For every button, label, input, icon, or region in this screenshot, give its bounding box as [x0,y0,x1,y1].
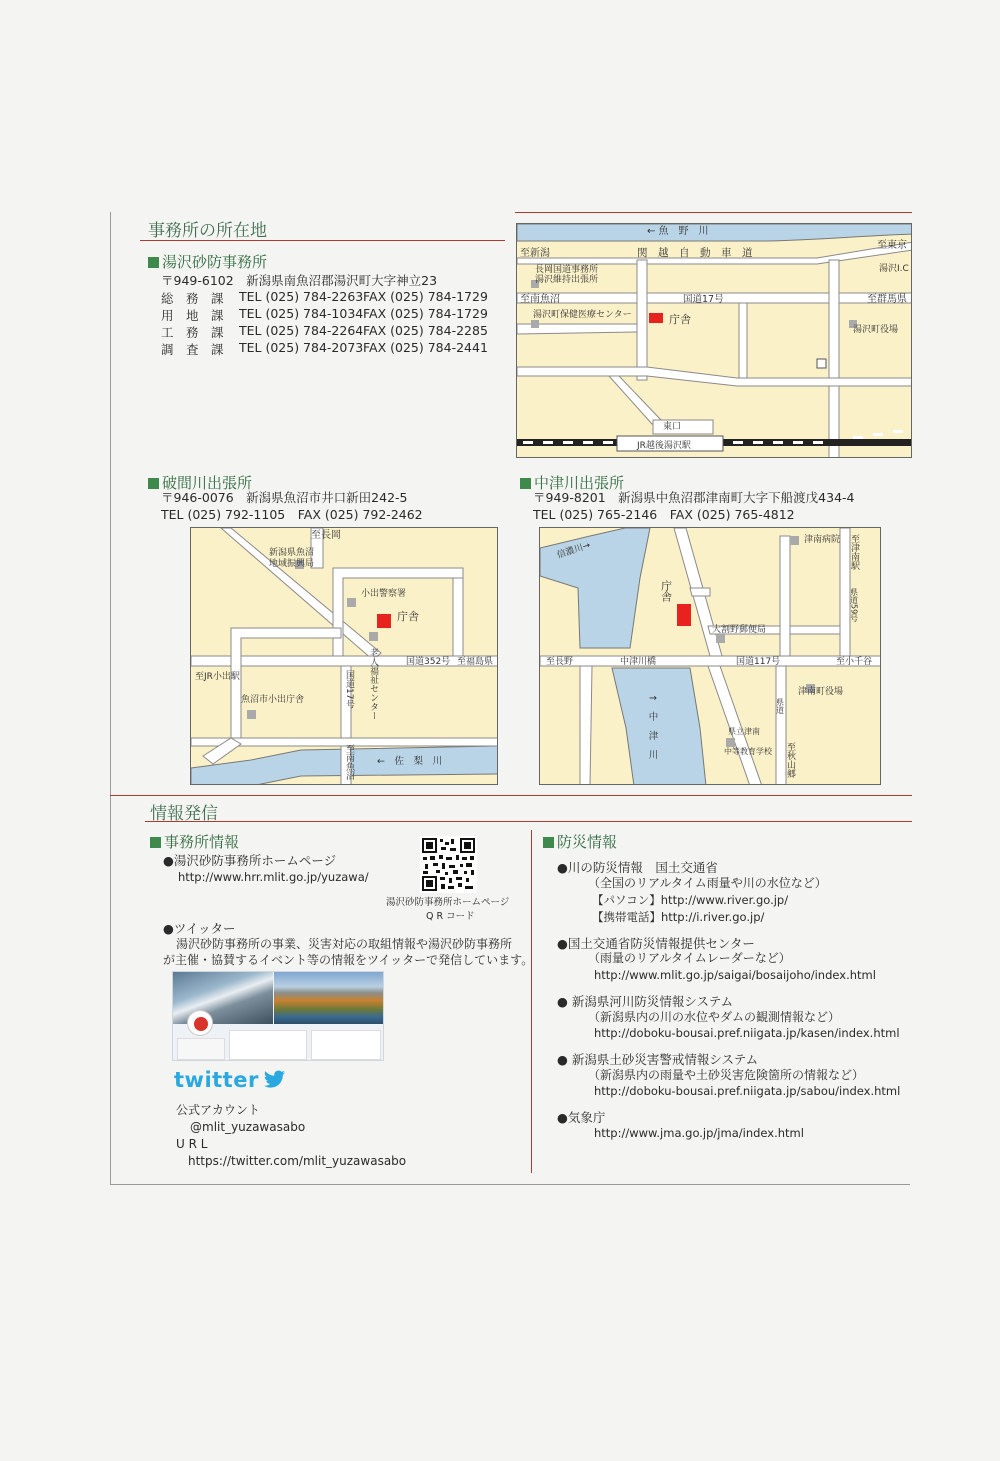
map-label: 大割野郵便局 [712,625,767,635]
disaster-item-desc: （新潟県内の雨量や土砂災害危険箇所の情報など） [588,1068,865,1082]
department-fax: FAX (025) 784-2441 [363,340,488,355]
map-label: 湯沢町役場 [853,325,899,335]
disaster-info-title: 防災情報 [543,831,617,852]
section-rule [140,240,505,241]
map-label: ← 魚 野 川 [647,226,709,237]
hamagawa-phone: TEL (025) 792-1105 FAX (025) 792-2462 [161,507,423,522]
department-name: 総 務 課 [161,291,224,306]
homepage-label: ●湯沢砂防事務所ホームページ [163,853,337,868]
twitter-page-screenshot [172,971,384,1061]
map-yuzawa-graphic [517,224,912,458]
heading-square-icon [148,478,159,489]
qr-caption-1: 湯沢砂防事務所ホームページ [386,897,510,908]
disaster-item-title: ● 新潟県土砂災害警戒情報システム [557,1052,759,1067]
department-fax: FAX (025) 784-2285 [363,323,488,338]
map-label: 東口 [663,422,682,432]
department-name: 工 務 課 [161,325,224,340]
twitter-account[interactable]: @mlit_yuzawasabo [190,1120,306,1134]
department-tel: TEL (025) 784-2073 [239,340,364,355]
nakatsugawa-phone: TEL (025) 765-2146 FAX (025) 765-4812 [533,507,795,522]
map-hamagawa-graphic [191,528,498,785]
map-label: 至秋山郷 [785,742,795,778]
main-office-name: 湯沢砂防事務所 [148,251,267,272]
map-label: 国道117号 [736,657,781,667]
twitter-logo[interactable]: twitter [174,1068,286,1094]
map-label: 至東京 [877,240,907,251]
map-label: 魚沼市小出庁舎 [241,695,305,705]
map-label: 至群馬県 [867,294,907,305]
map-label: ↑ 中 津 川 [646,694,658,759]
frame-left-line [110,212,111,1184]
map-yuzawa [516,223,912,458]
nakatsugawa-address: 〒949-8201 新潟県中魚沼郡津南町大字下船渡戊434-4 [533,490,855,505]
disaster-item-title: ●国土交通省防災情報提供センター [557,936,755,951]
qr-caption-2: Q R コード [426,911,475,922]
twitter-label: ●ツイッター [163,921,236,936]
url-label: U R L [176,1137,208,1151]
map-label: 至JR小出駅 [195,672,240,682]
map-label: 地域振興局 [269,559,315,569]
map-label: 湯沢町保健医療センター [533,310,632,320]
twitter-side-panel [311,1030,381,1060]
map-label: 老人福祉センター [368,648,378,720]
department-tel: TEL (025) 784-2264 [239,323,364,338]
map-label: 県道 [775,698,785,714]
map-label: 庁舎 [659,580,673,602]
twitter-side-bar [177,1038,225,1060]
map-label: 信濃川→ [555,540,592,561]
map-label: 長岡国道事務所 [535,265,599,275]
disaster-item-title: ● 新潟県河川防災情報システム [557,994,734,1009]
map-label: 至小千谷 [836,657,873,667]
hamagawa-address: 〒946-0076 新潟県魚沼市井口新田242-5 [161,490,408,505]
heading-square-icon [148,257,159,268]
account-label: 公式アカウント [176,1103,260,1117]
map-hamagawa [190,527,498,785]
map-label: 関 越 自 動 車 道 [637,247,753,259]
map-label: 至津南駅 [849,534,859,570]
qr-code[interactable] [420,836,477,893]
map-nakatsugawa-graphic [540,528,881,785]
disaster-item-url[interactable]: 【携帯電話】http://i.river.go.jp/ [592,910,765,924]
map-label: 県道59号 [849,588,859,623]
department-name: 調 査 課 [161,342,224,357]
qr-code-graphic [420,836,477,893]
department-tel: TEL (025) 784-2263 [239,289,364,304]
map-label: 新潟県魚沼 [269,548,315,558]
twitter-description: 湯沢砂防事務所の事業、災害対応の取組情報や湯沢砂防事務所 [176,937,513,951]
disaster-item-url[interactable]: http://www.mlit.go.jp/saigai/bosaijoho/index.html [594,968,876,982]
map-label: 湯沢I.C [879,264,909,274]
map-label: 至長岡 [311,530,341,541]
info-section-title: 情報発信 [150,804,218,824]
map-label: 中津川橋 [620,657,657,667]
hamagawa-branch-name: 破間川出張所 [148,472,252,493]
section-rule [110,795,912,796]
map-label: 至南魚沼 [520,294,560,305]
twitter-url[interactable]: https://twitter.com/mlit_yuzawasabo [188,1154,407,1168]
map-label: 国道352号 [406,657,451,667]
map-nakatsugawa [539,527,881,785]
department-fax: FAX (025) 784-1729 [363,289,488,304]
map-label: 小出警察署 [361,589,407,599]
map-label: 至南魚沼 [344,744,354,780]
map-label: 国道17号 [683,294,724,305]
column-divider [531,830,532,1173]
heading-square-icon [520,478,531,489]
disaster-item-desc: （全国のリアルタイム雨量や川の水位など） [588,876,827,890]
map-label: 至新潟 [520,248,550,259]
main-office-address: 〒949-6102 新潟県南魚沼郡湯沢町大字神立23 [161,273,438,288]
frame-bottom-line [110,1184,910,1185]
disaster-item-title: ●川の防災情報 国土交通省 [557,860,718,875]
department-fax: FAX (025) 784-1729 [363,306,488,321]
map-label: 中等教育学校 [724,747,772,756]
map-label: JR越後湯沢駅 [637,441,691,451]
disaster-item-url[interactable]: http://doboku-bousai.pref.niigata.jp/sabou/index.html [594,1084,901,1098]
map-label: ← 佐 梨 川 [377,756,442,767]
disaster-item-url[interactable]: http://doboku-bousai.pref.niigata.jp/kasen/index.html [594,1026,900,1040]
map-label: 津南病院 [804,535,841,545]
section-rule [515,212,912,213]
profile-avatar [187,1010,213,1036]
disaster-item-title: ●気象庁 [557,1110,606,1125]
disaster-item-desc: （雨量のリアルタイムレーダーなど） [588,951,791,965]
nakatsugawa-branch-name: 中津川出張所 [520,472,624,493]
mountain-photo [274,972,384,1024]
map-label: 至長野 [546,657,574,667]
heading-square-icon [543,837,554,848]
location-section-title: 事務所の所在地 [148,221,267,241]
disaster-item-url[interactable]: http://www.jma.go.jp/jma/index.html [594,1126,804,1140]
map-label: 庁舎 [669,313,691,326]
disaster-item-desc: （新潟県内の川の水位やダムの観測情報など） [588,1010,841,1024]
map-label: 県立津南 [728,727,760,736]
twitter-description: が主催・協賛するイベント等の情報をツイッターで発信しています。 [163,953,534,967]
map-label: 国道17号 [344,670,354,709]
twitter-bird-icon [264,1070,286,1088]
section-rule [145,821,912,822]
heading-square-icon [150,837,161,848]
twitter-feed-panel [229,1030,307,1060]
map-label: 至福島県 [457,657,494,667]
department-name: 用 地 課 [161,308,224,323]
map-label: 津南町役場 [798,687,844,697]
map-label: 庁舎 [397,610,419,623]
map-label: 湯沢維持出張所 [535,275,599,285]
disaster-item-url[interactable]: 【パソコン】http://www.river.go.jp/ [592,893,789,907]
office-info-title: 事務所情報 [150,831,239,852]
department-tel: TEL (025) 784-1034 [239,306,364,321]
homepage-link[interactable]: http://www.hrr.mlit.go.jp/yuzawa/ [178,870,369,884]
